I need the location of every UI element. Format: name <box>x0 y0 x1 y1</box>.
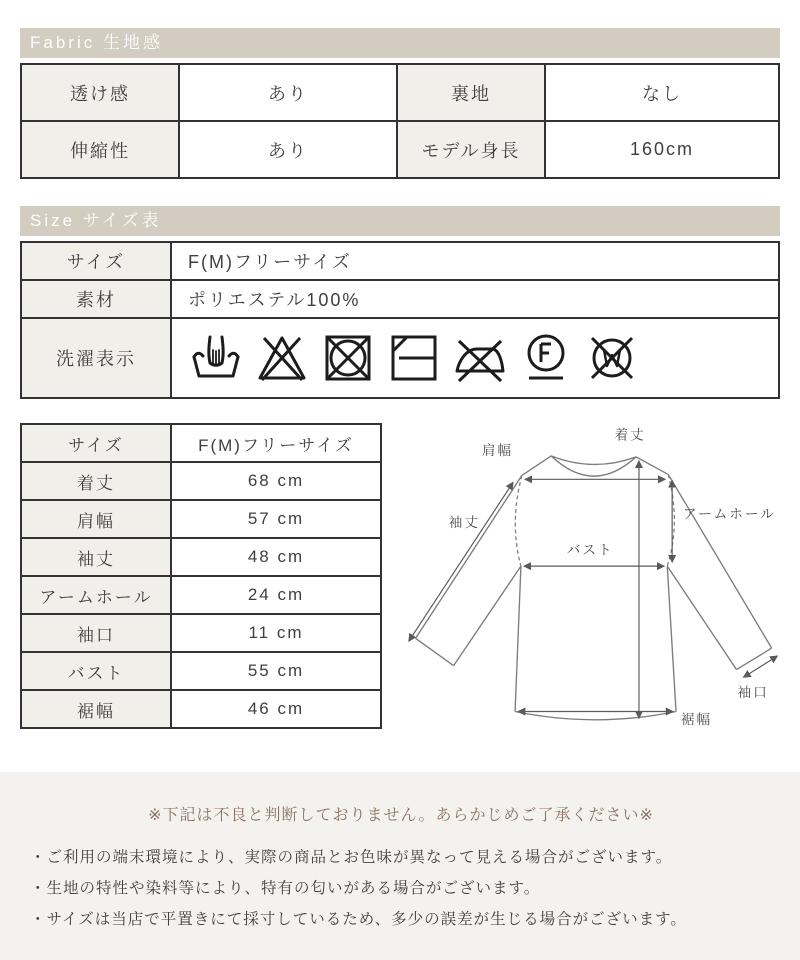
measure-value: 68 cm <box>171 462 381 500</box>
fabric-section-title: Fabric 生地感 <box>30 33 163 52</box>
measure-label: 着丈 <box>21 462 171 500</box>
measure-header-value: F(M)フリーサイズ <box>171 424 381 462</box>
fabric-label-lining: 裏地 <box>397 64 545 121</box>
disclaimer-item-odor: ・生地の特性や染料等により、特有の匂いがある場合がございます。 <box>30 880 541 897</box>
disclaimer-item-color: ・ご利用の端末環境により、実際の商品とお色味が異なって見える場合がございます。 <box>30 849 673 866</box>
measure-label: 袖丈 <box>21 538 171 576</box>
measure-value: 48 cm <box>171 538 381 576</box>
measure-label: 袖口 <box>21 614 171 652</box>
table-row <box>21 280 779 318</box>
measurement-table <box>20 423 382 729</box>
disclaimer-item-sizing: ・サイズは当店で平置きにて採寸しているため、多少の誤差が生じる場合がございます。 <box>30 911 687 928</box>
do-not-iron-icon <box>452 330 508 386</box>
disclaimer-section <box>0 772 800 960</box>
do-not-bleach-icon <box>254 330 310 386</box>
disclaimer-title: ※下記は不良と判断しておりません。あらかじめご了承ください※ <box>148 807 654 824</box>
fabric-section-header <box>20 28 780 58</box>
table-row <box>21 652 381 690</box>
table-row <box>21 318 779 398</box>
table-row <box>21 614 381 652</box>
fabric-value-lining: なし <box>545 64 779 121</box>
measure-label: アームホール <box>21 576 171 614</box>
measurement-section <box>20 423 780 761</box>
table-row <box>21 64 779 121</box>
fabric-label-sheerness: 透け感 <box>21 64 179 121</box>
fabric-table <box>20 63 780 179</box>
diagram-label-hem-width: 裾幅 <box>680 712 713 728</box>
diagram-label-sleeve-length: 袖丈 <box>448 515 480 531</box>
measure-value: 46 cm <box>171 690 381 728</box>
fabric-label-model-height: モデル身長 <box>397 121 545 178</box>
measure-value: 11 cm <box>171 614 381 652</box>
table-row <box>21 538 381 576</box>
material-label: 素材 <box>21 280 171 318</box>
fabric-value-sheerness: あり <box>179 64 397 121</box>
measure-value: 57 cm <box>171 500 381 538</box>
table-row <box>21 424 381 462</box>
fabric-value-model-height: 160cm <box>545 121 779 178</box>
care-label: 洗濯表示 <box>21 318 171 398</box>
dry-clean-f-icon <box>518 330 574 386</box>
do-not-tumble-dry-icon <box>320 330 376 386</box>
garment-measurement-diagram <box>398 423 798 761</box>
diagram-label-bust: バスト <box>566 542 614 558</box>
size-label: サイズ <box>21 242 171 280</box>
measure-value: 55 cm <box>171 652 381 690</box>
fabric-value-stretch: あり <box>179 121 397 178</box>
diagram-label-armhole: アームホール <box>682 506 776 522</box>
measure-label: 肩幅 <box>21 500 171 538</box>
size-value: F(M)フリーサイズ <box>171 242 779 280</box>
fabric-label-stretch: 伸縮性 <box>21 121 179 178</box>
table-row <box>21 462 381 500</box>
hand-wash-icon <box>188 330 244 386</box>
measure-value: 24 cm <box>171 576 381 614</box>
table-row <box>21 121 779 178</box>
material-value: ポリエステル100% <box>171 280 779 318</box>
diagram-label-shoulder-width: 肩幅 <box>481 442 514 458</box>
measure-label: 裾幅 <box>21 690 171 728</box>
table-row <box>21 242 779 280</box>
size-info-table <box>20 241 780 399</box>
table-row <box>21 690 381 728</box>
care-symbols <box>172 330 778 386</box>
diagram-label-body-length: 着丈 <box>614 427 646 443</box>
table-row <box>21 576 381 614</box>
size-section-header <box>20 206 780 236</box>
measure-header-label: サイズ <box>21 424 171 462</box>
table-row <box>21 500 381 538</box>
measure-label: バスト <box>21 652 171 690</box>
size-section-title: Size サイズ表 <box>30 211 162 230</box>
diagram-label-cuff: 袖口 <box>737 684 769 700</box>
do-not-wet-clean-icon <box>584 330 640 386</box>
flat-dry-in-shade-icon <box>386 330 442 386</box>
